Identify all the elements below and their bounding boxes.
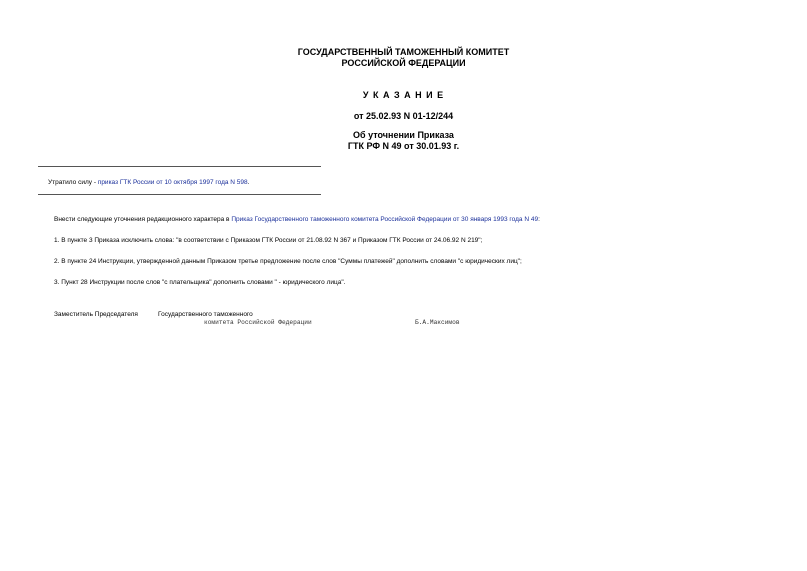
signatory-position-part3: комитета Российской Федерации [204, 319, 312, 326]
signatory-name: Б.А.Максимов [415, 319, 460, 326]
intro-prefix: Внести следующие уточнения редакционного характера в [54, 216, 232, 223]
doc-subject-line1: Об уточнении Приказа [353, 130, 454, 140]
status-note [48, 178, 249, 187]
org-title-line2: РОССИЙСКОЙ ФЕДЕРАЦИИ [341, 58, 466, 68]
doc-subject-line2: ГТК РФ N 49 от 30.01.93 г. [347, 141, 460, 151]
status-suffix: . [247, 179, 250, 186]
intro-suffix: : [538, 216, 540, 223]
repeal-order-link[interactable]: приказ ГТК России от 10 октября 1997 года N 598 [97, 179, 248, 186]
divider-top [38, 166, 321, 167]
amendment-item-2: 2. В пункте 24 Инструкции, утвержденной данным Приказом третье предложение после слов "Суммы платежей" дополнить словами "с юридических лиц"; [54, 258, 522, 265]
intro-paragraph [54, 215, 540, 224]
amendment-item-3: 3. Пункт 28 Инструкции после слов "с плательщика" дополнить словами " - юридического лица". [54, 279, 346, 286]
signatory-position-part2: Государственного таможенного [158, 311, 253, 318]
order-49-link[interactable]: Приказ Государственного таможенного комитета Российской Федерации от 30 января 1993 года N 49 [231, 216, 539, 223]
amendment-item-1: 1. В пункте 3 Приказа исключить слова: "в соответствии с Приказом ГТК России от 21.08.92 N 367 и Приказом ГТК России от 24.06.92 N 219"; [54, 237, 483, 244]
signatory-position-part1: Заместитель Председателя [54, 311, 138, 318]
divider-bottom [38, 194, 321, 195]
org-title-line1: ГОСУДАРСТВЕННЫЙ ТАМОЖЕННЫЙ КОМИТЕТ [297, 47, 510, 57]
status-prefix: Утратило силу - [48, 179, 98, 186]
doc-type-heading: У К А З А Н И Е [362, 90, 445, 100]
doc-date-number: от 25.02.93 N 01-12/244 [353, 111, 454, 121]
